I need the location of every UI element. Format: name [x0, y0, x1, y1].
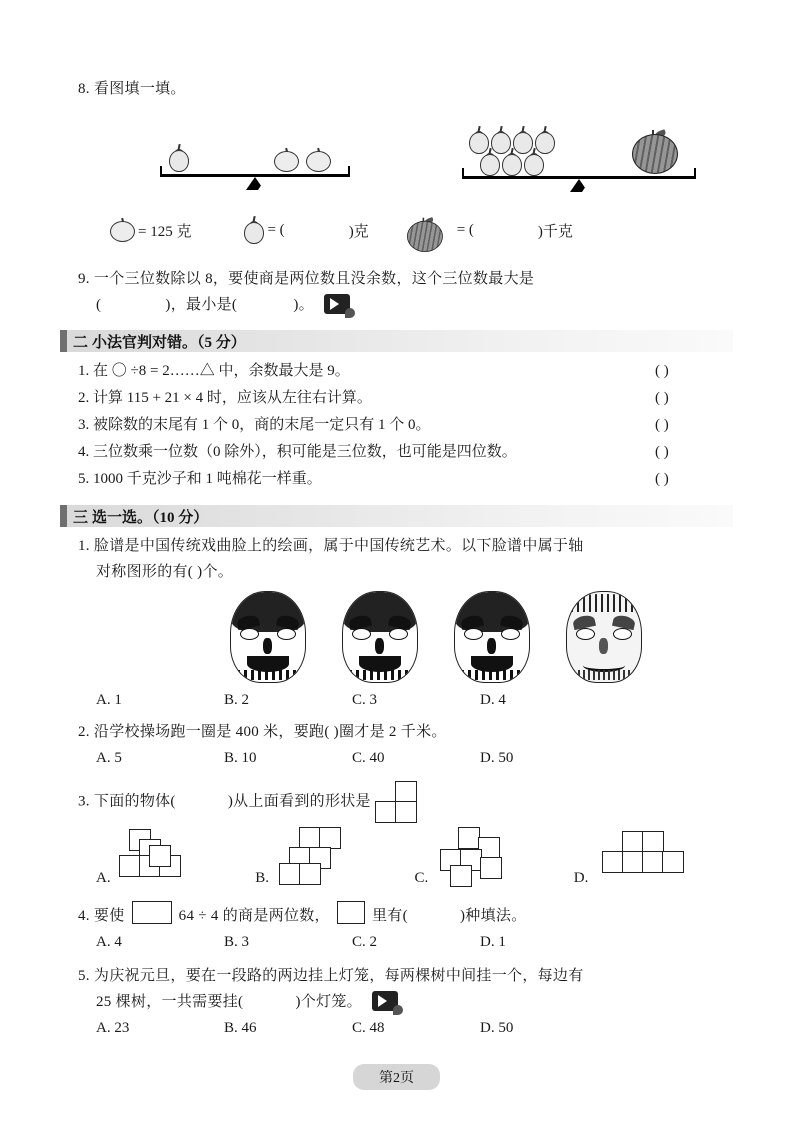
c2-text: 沿学校操场跑一圈是 400 米，要跑( )圈才是 2 千米。	[93, 724, 447, 740]
page-number: 第2页	[353, 1064, 440, 1090]
table-row	[60, 358, 733, 385]
c2-option-b[interactable]: B. 10	[224, 750, 257, 766]
page-footer	[0, 1064, 793, 1090]
q8-number: 8.	[78, 81, 90, 97]
c4-text-c: 里有(	[371, 908, 408, 924]
choice-q5-options	[96, 1015, 733, 1041]
c5-line2-a: 25 棵树，一共需要挂(	[96, 994, 244, 1010]
table-row	[60, 412, 733, 439]
true-false-list	[60, 358, 733, 493]
choice-q3	[78, 781, 733, 823]
q9-line2-a: (	[96, 297, 102, 313]
c5-option-a[interactable]: A. 23	[96, 1020, 130, 1036]
pear-icon	[501, 148, 521, 176]
opera-mask-2	[342, 591, 418, 683]
apple-icon	[274, 148, 298, 172]
c5-option-b[interactable]: B. 46	[224, 1020, 257, 1036]
section-3-title: 选一选。（10 分）	[92, 509, 209, 526]
shape-option-b[interactable]	[255, 825, 414, 887]
q9-line1: 一个三位数除以 8，要使商是两位数且没余数，这个三位数最大是	[93, 271, 535, 287]
choice-q2-options	[96, 745, 733, 771]
apple-value: = 125 克	[138, 223, 192, 240]
choice-q1-options	[96, 687, 733, 713]
question-8	[78, 76, 733, 102]
q9-number: 9.	[78, 271, 90, 287]
tf-4-num: 4.	[78, 444, 90, 460]
c2-option-c[interactable]: C. 40	[352, 750, 385, 766]
section-2-header	[60, 330, 733, 352]
tf-1-text: 在 〇 ÷8 = 2……△ 中，余数最大是 9。	[93, 363, 350, 379]
section-2-title: 小法官判对错。（5 分）	[92, 334, 246, 351]
c3-option-b: B.	[255, 870, 270, 886]
tf-4-text: 三位数乘一位数（0 除外），积可能是三位数，也可能是四位数。	[93, 444, 517, 460]
choice-q4-options	[96, 929, 733, 955]
c3-text-a: 下面的物体(	[93, 793, 176, 810]
shape-option-c[interactable]	[415, 825, 574, 887]
q9-line2-c: )。	[293, 297, 314, 313]
q8-text: 看图填一填。	[93, 81, 186, 97]
choice-q5	[78, 963, 733, 989]
c2-option-a[interactable]: A. 5	[96, 750, 122, 766]
section-3-marker-label: 三	[73, 509, 89, 526]
c3-option-a: A.	[96, 870, 111, 886]
section-marker-icon	[60, 505, 67, 527]
tf-4-answer-blank[interactable]: ( )	[655, 444, 669, 460]
section-2-marker-label: 二	[73, 334, 89, 351]
answer-box[interactable]	[132, 901, 172, 924]
c3-text-b: )从上面看到的形状是	[227, 793, 371, 810]
tf-1-num: 1.	[78, 363, 90, 379]
shape-option-a[interactable]	[96, 825, 255, 887]
opera-mask-3	[454, 591, 530, 683]
melon-eq-right: )千克	[537, 223, 573, 240]
section-3-header	[60, 505, 733, 527]
c4-text-b: 64 ÷ 4 的商是两位数，	[178, 908, 330, 924]
opera-mask-4	[566, 591, 642, 683]
c3-num: 3.	[78, 793, 90, 810]
table-row	[60, 466, 733, 493]
tf-5-text: 1000 千克沙子和 1 吨棉花一样重。	[93, 471, 322, 487]
c5-line2-b: )个灯笼。	[295, 994, 362, 1010]
c4-option-c[interactable]: C. 2	[352, 934, 378, 950]
tf-5-num: 5.	[78, 471, 90, 487]
pear-eq-left: = (	[267, 221, 285, 238]
c4-option-b[interactable]: B. 3	[224, 934, 250, 950]
c5-option-c[interactable]: C. 48	[352, 1020, 385, 1036]
choice-q3-shapes	[96, 825, 733, 887]
q8-legend	[110, 208, 733, 252]
apple-icon	[110, 218, 134, 242]
balance-scales-figure	[100, 108, 733, 200]
c4-option-d[interactable]: D. 1	[480, 934, 506, 950]
opera-mask-1	[230, 591, 306, 683]
choice-q4	[78, 901, 733, 929]
question-9	[78, 266, 733, 292]
section-marker-icon	[60, 330, 67, 352]
c4-num: 4.	[78, 908, 90, 924]
pear-eq-right: )克	[348, 223, 369, 240]
c5-option-d[interactable]: D. 50	[480, 1020, 514, 1036]
tf-3-answer-blank[interactable]: ( )	[655, 417, 669, 433]
c3-option-d: D.	[573, 870, 589, 886]
table-row	[60, 439, 733, 466]
c1-option-b[interactable]: B. 2	[224, 692, 250, 708]
c1-option-c[interactable]: C. 3	[352, 692, 378, 708]
tf-2-num: 2.	[78, 390, 90, 406]
c2-option-d[interactable]: D. 50	[480, 750, 514, 766]
tf-1-answer-blank[interactable]: ( )	[655, 363, 669, 379]
table-row	[60, 385, 733, 412]
question-9-line2	[96, 292, 733, 318]
choice-q2	[78, 719, 733, 745]
c4-text-d: )种填法。	[460, 908, 527, 924]
c1-line1: 脸谱是中国传统戏曲脸上的绘画，属于中国传统艺术。以下脸谱中属于轴	[93, 538, 584, 554]
shape-option-d[interactable]	[574, 825, 733, 887]
melon-eq-left: = (	[456, 221, 474, 238]
melon-icon	[632, 130, 678, 174]
c4-option-a[interactable]: A. 4	[96, 934, 122, 950]
video-play-icon[interactable]	[324, 294, 350, 314]
pear-icon	[523, 148, 543, 176]
video-play-icon[interactable]	[372, 991, 398, 1011]
opera-masks-figure	[230, 591, 733, 683]
tf-5-answer-blank[interactable]: ( )	[655, 471, 669, 487]
pear-icon	[479, 148, 499, 176]
q9-line2-b: )，最小是(	[165, 297, 238, 313]
tf-2-answer-blank[interactable]: ( )	[655, 390, 669, 406]
choice-q5-line2	[96, 989, 733, 1015]
c1-option-a[interactable]: A. 1	[96, 692, 122, 708]
c4-text-a: 要使	[93, 908, 125, 924]
choice-q1	[78, 533, 733, 559]
tf-3-num: 3.	[78, 417, 90, 433]
c2-num: 2.	[78, 724, 90, 740]
melon-icon	[407, 218, 443, 252]
choice-q1-line2	[96, 559, 733, 585]
c1-line2: 对称图形的有( )个。	[96, 564, 234, 580]
c1-option-d[interactable]: D. 4	[480, 692, 506, 708]
tf-3-text: 被除数的末尾有 1 个 0，商的末尾一定只有 1 个 0。	[93, 417, 431, 433]
c3-option-c: C.	[414, 870, 429, 886]
pear-icon	[243, 216, 263, 244]
top-view-shape	[375, 781, 435, 823]
c1-num: 1.	[78, 538, 90, 554]
page-content	[60, 70, 733, 1041]
apple-icon	[306, 148, 330, 172]
c5-num: 5.	[78, 968, 90, 984]
pear-icon	[168, 144, 188, 172]
c5-line1: 为庆祝元旦，要在一段路的两边挂上灯笼，每两棵树中间挂一个，每边有	[93, 968, 584, 984]
answer-box[interactable]	[337, 901, 365, 924]
tf-2-text: 计算 115 + 21 × 4 时，应该从左往右计算。	[93, 390, 372, 406]
